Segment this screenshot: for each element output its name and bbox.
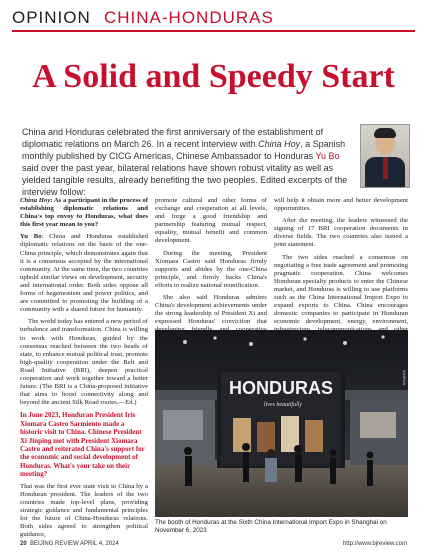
topic-label: CHINA-HONDURAS [104,8,274,27]
body-column-2 [155,197,267,347]
lead-paragraph [22,126,352,198]
issue-label: BEIJING REVIEW APRIL 4, 2024 [30,541,119,547]
expo-booth-photo [155,330,408,517]
column-3-paragraph-1: will help it obtain more and better development opportunities. [274,197,408,213]
column-2-paragraph-2: During the meeting, President Xiomara Castro said Honduras firmly supports and abides by the one-China principle, and firmly backs China's efforts to realize national reunification. [155,249,267,289]
header-rule [12,30,415,32]
booth-tagline-text: lives beautifully [263,402,303,408]
lead-publication: China Hoy [258,139,301,149]
article-title: A Solid and Speedy Start [32,58,395,95]
column-2-paragraph-1: promote cultural and other forms of exchange and cooperation at all levels, and forge a good friendship and partnership featuring mutual respect, equality, mutual benefit and common development. [155,197,267,245]
expo-booth-illustration [155,330,408,517]
page-number: 20 [20,541,27,547]
footer-left [20,541,119,547]
lead-text-2: , a Spanish monthly published by CICG Americas, Chinese Ambassador to Honduras [22,139,346,161]
section-label: OPINION [12,8,91,27]
body-column-1 [20,197,148,543]
footer-url[interactable]: http://www.bjreview.com [342,541,407,547]
column-3-paragraph-3: The two sides reached a consensus on negotiating a free trade agreement and promoting pragmatic cooperation. China welcomes Honduran specialty products to enter the Chinese market, and Honduras is willing to use platforms such as the China International Import Expo to expand exports to China. China encourages domestic companies to participate in Honduran economic development, energy, environment, [274,253,408,326]
section-header [12,6,415,34]
lead-ambassador-name: Yu Bo [315,151,340,161]
answer-1: Yu Bo: China and Honduras established diplomatic relations on the basis of the one-China principle, which demonstrates again that it is a consensus accepted by the international community. At the same time, the two countries uphold similar views on development, security and international order. Both sides oppose all forms of hegemonism and power politics, and are committed to promoting the building of a community with a shared future for humanity. [20,233,148,314]
lead-text-1: China and Honduras celebrated the first anniversary of the establishment of diplomatic relations on March 26. In a recent interview with [22,127,324,149]
answer-1-continued: The world today has entered a new period of turbulence and transformation. China is willing to work with Honduras, guided by the consensus reached between the two heads of state, to enhance mutual political trust, promote high-quality cooperation under the Belt and Road Initiative (BRI), deepen practical cooperation and work together toward a better future. (The BRI is a China-proposed initiative that aims to boost connectivity along and beyond the ancient Silk Road routes.—Ed.) [20,318,148,407]
photo-credit: XINHUA [402,370,407,386]
answer-2: That was the first ever state visit to China by a Honduran president. The leaders of the two countries made top-level plans, providing strategic guidance and fundamental principles for the future of China-Honduras relations. Both sides agreed to strengthen political guidance, [20,482,148,539]
booth-sign-text: HONDURAS [228,378,334,398]
body-column-3 [274,197,408,347]
ambassador-portrait [360,124,410,188]
question-1: China Hoy: As a participant in the process of establishing diplomatic relations and China's top envoy to Honduras, what does this first year mean to you? [20,197,148,229]
photo-caption: The booth of Honduras at the Sixth China International Import Expo in Shanghai on November 6, 2023 [155,519,387,534]
lead-text-3: said over the past year, bilateral relations have shown robust vitality as well as yielded tangible results, already benefiting the two peoples. Edited excerpts of the interview follow: [22,163,348,197]
column-2-paragraph-3: She also said Honduras admires China's development achievements under the strong leadership of President Xi and expressed Honduras' conviction that [155,294,267,326]
column-3-paragraph-2: After the meeting, the leaders witnessed the signing of 17 BRI cooperation documents in diverse fields. The two countries also issued a joint statement. [274,217,408,249]
question-2: In June 2023, Honduran President Iris Xiomara Castro Sarmiento made a historic visit to China. Chinese President Xi Jinping met with President Xiomara Castro and reiterated China's support for the economic and social development of Honduras. What's your take on their meeting? [20,411,145,479]
